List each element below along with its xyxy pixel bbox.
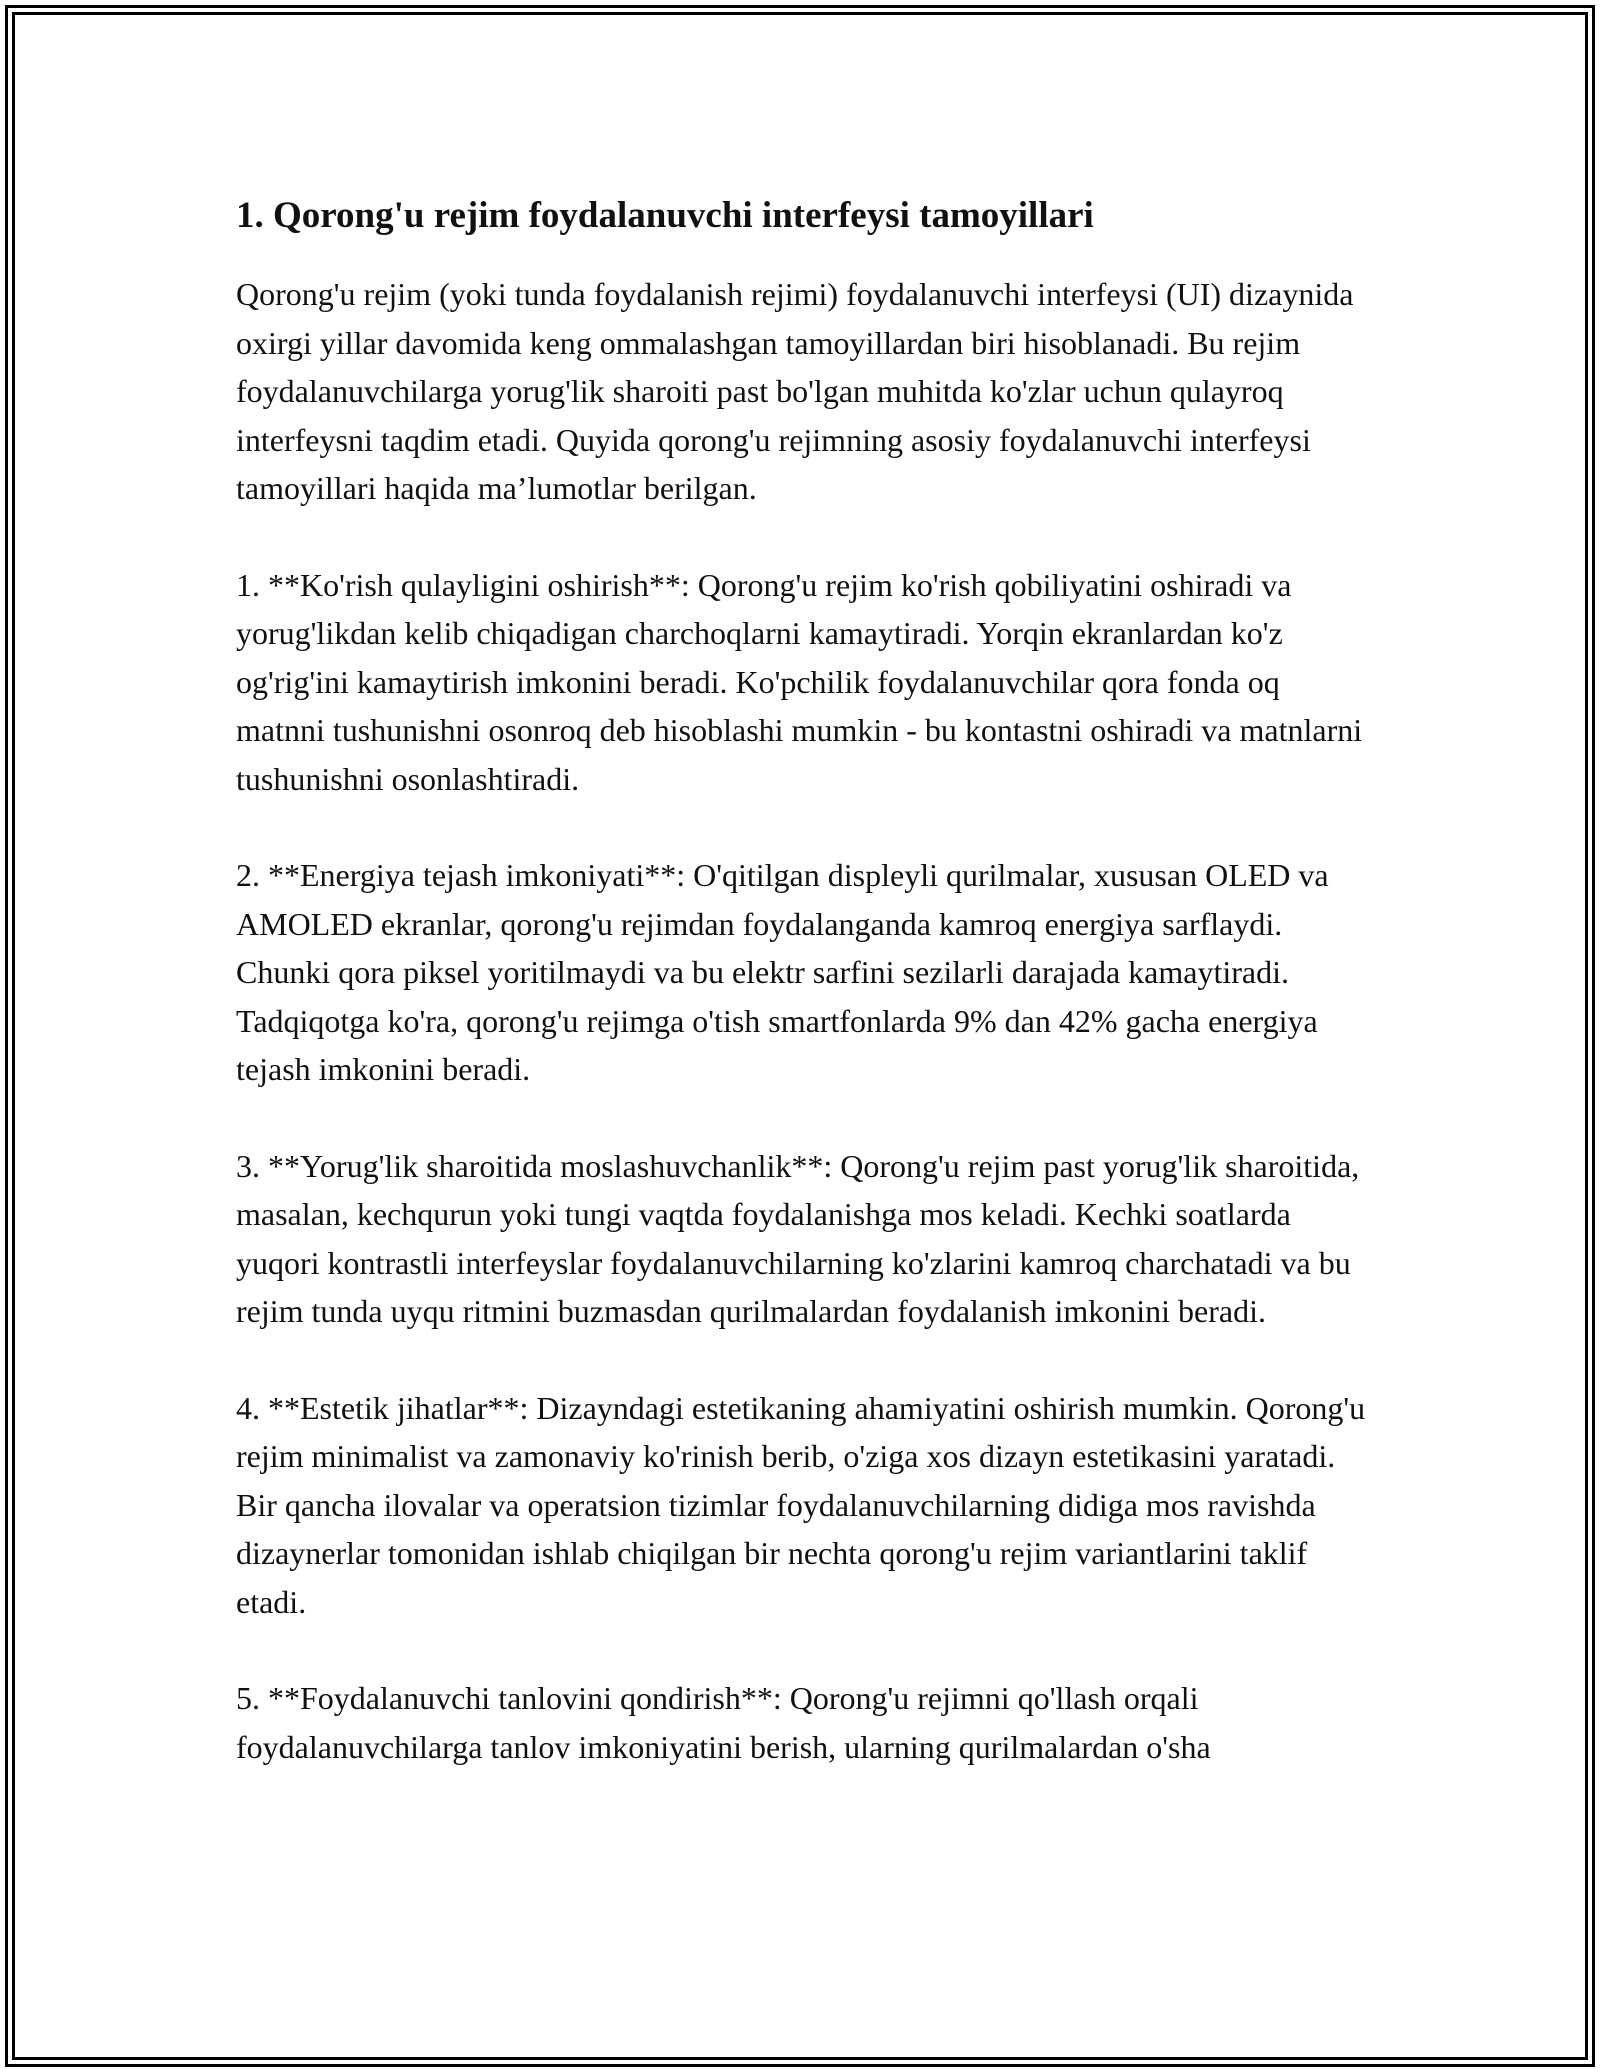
list-item-light-adaptability: 3. **Yorug'lik sharoitida moslashuvchanlik**: Qorong'u rejim past yorug'lik sharoitida, masalan, kechqurun yoki tungi vaqtda foydalanishga mos keladi. Kechki soatlarda yuqori kontrastli interfeyslar foydalanuvchilarning ko'zlarini kamroq charchatadi va bu rejim tunda uyqu ritmini buzmasdan qurilmalardan foydalanish imkonini beradi.	[236, 1147, 1360, 1329]
list-item-aesthetics: 4. **Estetik jihatlar**: Dizayndagi estetikaning ahamiyatini oshirish mumkin. Qorong'u rejim minimalist va zamonaviy ko'rinish berib, o'ziga xos dizayn estetikasini yaratadi. Bir qancha ilovalar va operatsion tizimlar foydalanuvchilarning didiga mos ravishda dizaynerlar tomonidan ishlab chiqilgan bir nechta qorong'u rejim variantlarini taklif etadi.	[236, 1389, 1366, 1620]
list-item-user-choice: 5. **Foydalanuvchi tanlovini qondirish**: Qorong'u rejimni qo'llash orqali foydalanuvchilarga tanlov imkoniyatini berish, ularning qurilmalardan o'sha	[236, 1680, 1211, 1765]
list-item-visual-comfort: 1. **Ko'rish qulayligini oshirish**: Qorong'u rejim ko'rish qobiliyatini oshiradi va yorug'likdan kelib chiqadigan charchoqlarni kamaytiradi. Yorqin ekranlardan ko'z og'rig'ini kamaytirish imkonini beradi. Ko'pchilik foydalanuvchilar qora fonda oq matnni tushunishni osonroq deb hisoblashi mumkin - bu kontastni oshiradi va matnlarni tushunishni osonlashtiradi.	[236, 566, 1363, 797]
document-body	[236, 188, 1376, 1819]
intro-paragraph: Qorong'u rejim (yoki tunda foydalanish rejimi) foydalanuvchi interfeysi (UI) dizaynida oxirgi yillar davomida keng ommalashgan tamoyillardan biri hisoblanadi. Bu rejim foydalanuvchilarga yorug'lik sharoiti past bo'lgan muhitda ko'zlar uchun qulayroq interfeysni taqdim etadi. Quyida qorong'u rejimning asosiy foydalanuvchi interfeysi tamoyillari haqida ma’lumotlar berilgan.	[236, 276, 1354, 506]
section-heading: 1. Qorong'u rejim foydalanuvchi interfeysi tamoyillari	[236, 195, 1094, 236]
list-item-energy-saving: 2. **Energiya tejash imkoniyati**: O'qitilgan displeyli qurilmalar, xususan OLED va AMOLED ekranlar, qorong'u rejimdan foydalanganda kamroq energiya sarflaydi. Chunki qora piksel yoritilmaydi va bu elektr sarfini sezilarli darajada kamaytiradi. Tadqiqotga ko'ra, qorong'u rejimga o'tish smartfonlarda 9% dan 42% gacha energiya tejash imkonini beradi.	[236, 857, 1329, 1087]
